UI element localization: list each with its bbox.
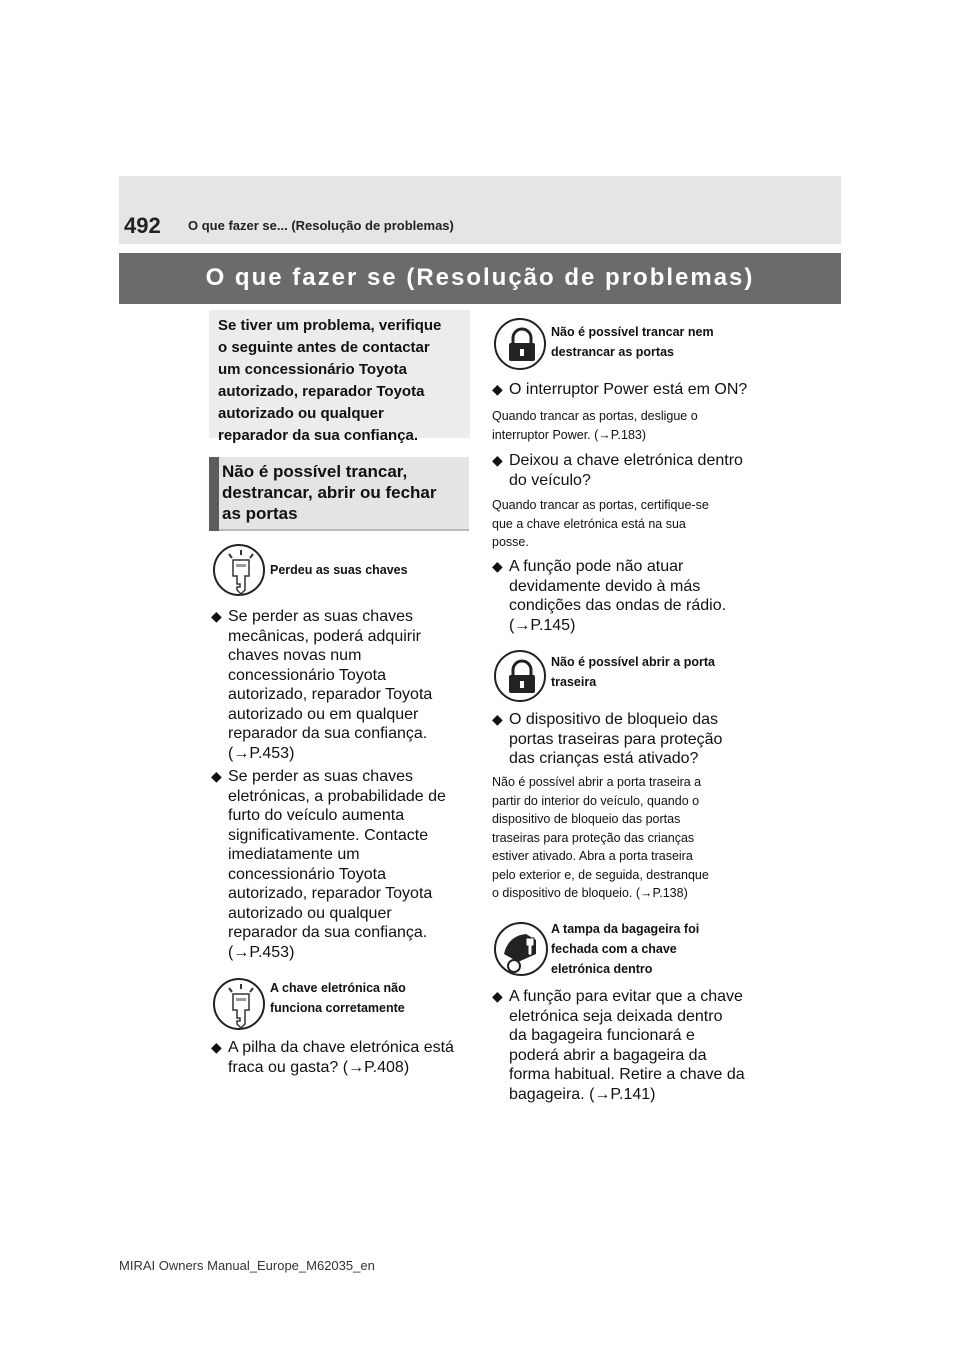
footer-text: MIRAI Owners Manual_Europe_M62035_en bbox=[119, 1258, 375, 1273]
list-item: ◆ A pilha da chave eletrónica está fraca ou gasta? (→P.408) bbox=[211, 1039, 454, 1076]
icon-label-rear-door: Não é possível abrir a porta traseira bbox=[551, 655, 715, 689]
running-title: O que fazer se... (Resolução de problemas) bbox=[188, 218, 454, 233]
key-icon bbox=[213, 978, 265, 1030]
intro-text: Se tiver um problema, verifique o seguinte antes de contactar um concessionário Toyota autorizado, reparador Toyota autorizado ou qualquer reparador da sua confiança. bbox=[218, 317, 442, 444]
section-heading: Não é possível trancar, destrancar, abrir ou fechar as portas bbox=[222, 462, 437, 523]
page-number: 492 bbox=[124, 213, 161, 238]
section-heading-bar bbox=[209, 457, 219, 531]
chapter-title: O que fazer se (Resolução de problemas) bbox=[205, 264, 755, 291]
running-header-bar bbox=[119, 176, 841, 244]
list-item: ◆ Se perder as suas chaves mecânicas, poderá adquirir chaves novas num concessionário Toyota autorizado, reparador Toyota autorizado ou em qualquer reparador da sua confiança. (→P.453) bbox=[211, 608, 433, 762]
lock-icon bbox=[494, 318, 546, 370]
list-item: ◆ O dispositivo de bloqueio das portas traseiras para proteção das crianças está ativado? bbox=[492, 711, 723, 767]
icon-label-lost-keys: Perdeu as suas chaves bbox=[270, 563, 408, 577]
note-text: Não é possível abrir a porta traseira a partir do interior do veículo, quando o dispositivo de bloqueio das portas traseiras para proteção das crianças estiver ativado. Abra a porta traseira pelo exterior e, de seguida, destranque o dispositivo de bloqueio. (→P.138) bbox=[492, 775, 709, 900]
list-item: ◆ O interruptor Power está em ON? bbox=[492, 381, 748, 398]
icon-label-key-malfunction: A chave eletrónica não funciona corretamente bbox=[270, 981, 406, 1015]
list-item: ◆ A função pode não atuar devidamente devido à más condições das ondas de rádio. (→P.145) bbox=[492, 558, 727, 634]
icon-label-trunk-key: A tampa da bagageira foi fechada com a chave eletrónica dentro bbox=[551, 922, 700, 976]
trunk-key-icon bbox=[494, 922, 548, 976]
list-item: ◆ Se perder as suas chaves eletrónicas, a probabilidade de furto do veículo aumenta significativamente. Contacte imediatamente um concessionário Toyota autorizado, reparador Toyota autorizado ou qualquer reparador da sua confiança. (→P.453) bbox=[211, 768, 446, 961]
list-item: ◆ A função para evitar que a chave eletrónica seja deixada dentro da bagageira funcionará e poderá abrir a bagageira da forma habitual. Retire a chave da bagageira. (→P.141) bbox=[492, 988, 745, 1103]
key-icon bbox=[213, 544, 265, 596]
note-text: Quando trancar as portas, desligue o interruptor Power. (→P.183) bbox=[492, 409, 698, 442]
icon-label-cannot-lock: Não é possível trancar nem destrancar as portas bbox=[551, 325, 714, 359]
lock-icon bbox=[494, 650, 546, 702]
list-item: ◆ Deixou a chave eletrónica dentro do veículo? bbox=[492, 452, 743, 489]
note-text: Quando trancar as portas, certifique-se que a chave eletrónica está na sua posse. bbox=[492, 498, 709, 549]
